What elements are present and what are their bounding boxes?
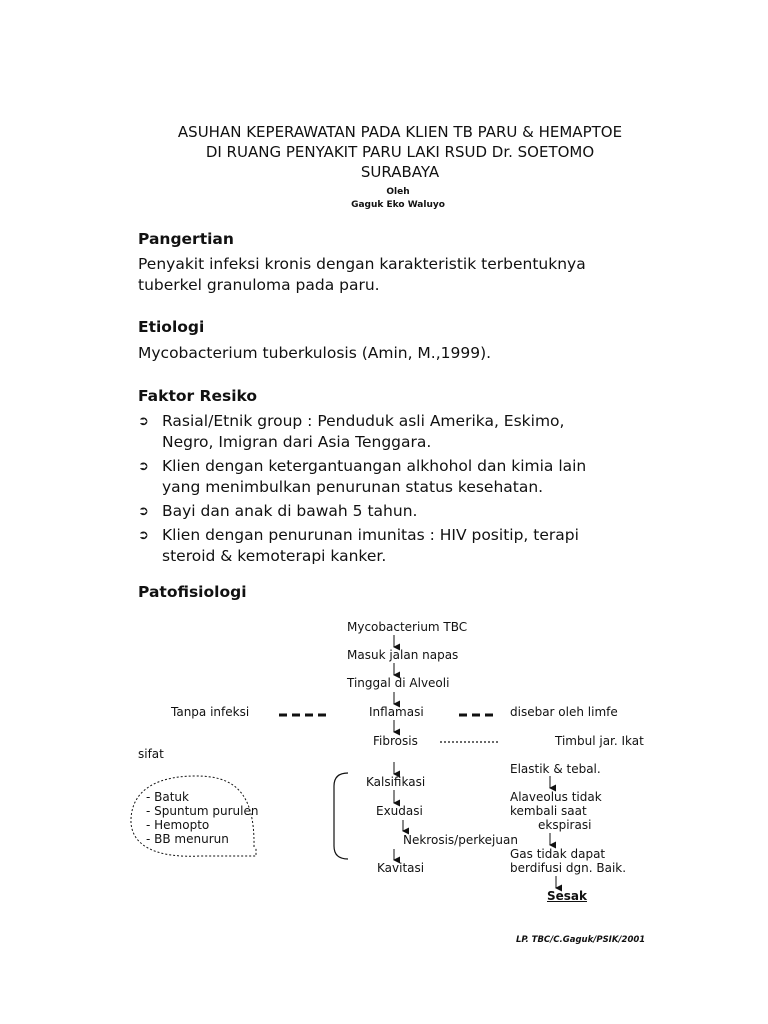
node-gas-2: berdifusi dgn. Baik. xyxy=(510,861,627,875)
symptom-hemopto: - Hemopto xyxy=(146,818,210,832)
arrow-bullet-icon: ➲ xyxy=(138,528,149,543)
node-mycobacterium: Mycobacterium TBC xyxy=(347,620,468,634)
node-tanpa-infeksi: Tanpa infeksi xyxy=(171,705,250,719)
node-elastik: Elastik & tebal. xyxy=(510,762,601,776)
arrow-bullet-icon: ➲ xyxy=(138,504,149,519)
byline-author: Gaguk Eko Waluyo xyxy=(351,200,445,210)
list-item-line: Klien dengan ketergantuangan alkhohol dan kimia lain xyxy=(162,457,587,475)
node-masuk-jalan-napas: Masuk jalan napas xyxy=(347,648,459,662)
arrow-bullet-icon: ➲ xyxy=(138,414,149,429)
list-item-line: Bayi dan anak di bawah 5 tahun. xyxy=(162,502,418,520)
node-timbul: Timbul jar. Ikat xyxy=(555,734,644,748)
heading-etiologi: Etiologi xyxy=(138,318,205,336)
list-item-line: Negro, Imigran dari Asia Tenggara. xyxy=(162,433,432,451)
list-item-line: Rasial/Etnik group : Penduduk asli Amerika, Eskimo, xyxy=(162,412,565,430)
node-sesak: Sesak xyxy=(547,889,588,903)
node-disebar: disebar oleh limfe xyxy=(510,705,618,719)
symptom-spuntum: - Spuntum purulen xyxy=(146,804,259,818)
etiologi-text: Mycobacterium tuberkulosis (Amin, M.,1999). xyxy=(138,344,492,362)
title-line-3: SURABAYA xyxy=(360,163,440,181)
arrow-bullet-icon: ➲ xyxy=(138,459,149,474)
list-item-line: Klien dengan penurunan imunitas : HIV positip, terapi xyxy=(162,526,579,544)
symptom-bb-menurun: - BB menurun xyxy=(146,832,229,846)
list-item-line: steroid & kemoterapi kanker. xyxy=(162,547,387,565)
node-nekrosis: Nekrosis/perkejuan xyxy=(403,833,518,847)
heading-patofisiologi: Patofisiologi xyxy=(138,583,247,601)
node-kavitasi: Kavitasi xyxy=(377,861,425,875)
node-inflamasi: Inflamasi xyxy=(369,705,424,719)
node-tinggal-di-alveoli: Tinggal di Alveoli xyxy=(347,676,450,690)
node-alaveolus-2: kembali saat xyxy=(510,804,587,818)
node-gas-1: Gas tidak dapat xyxy=(510,847,606,861)
node-ekspirasi: ekspirasi xyxy=(538,818,592,832)
heading-faktor-resiko: Faktor Resiko xyxy=(138,387,258,405)
heading-pangertian: Pangertian xyxy=(138,230,234,248)
title-line-2: DI RUANG PENYAKIT PARU LAKI RSUD Dr. SOETOMO xyxy=(205,143,595,161)
node-fibrosis: Fibrosis xyxy=(373,734,418,748)
node-sifat: sifat xyxy=(138,747,164,761)
footer-reference: LP. TBC/C.Gaguk/PSIK/2001 xyxy=(516,935,646,945)
symptom-batuk: - Batuk xyxy=(146,790,189,804)
list-item-line: yang menimbulkan penurunan status kesehatan. xyxy=(162,478,544,496)
bracket-line xyxy=(334,773,348,859)
node-exudasi: Exudasi xyxy=(376,804,423,818)
node-alaveolus-1: Alaveolus tidak xyxy=(510,790,602,804)
title-line-1: ASUHAN KEPERAWATAN PADA KLIEN TB PARU & HEMAPTOE xyxy=(177,123,623,141)
byline-label: Oleh xyxy=(386,187,410,197)
node-kalsifikasi: Kalsifikasi xyxy=(366,775,426,789)
pengertian-line-1: Penyakit infeksi kronis dengan karakteristik terbentuknya xyxy=(138,255,586,273)
pengertian-line-2: tuberkel granuloma pada paru. xyxy=(138,276,380,294)
